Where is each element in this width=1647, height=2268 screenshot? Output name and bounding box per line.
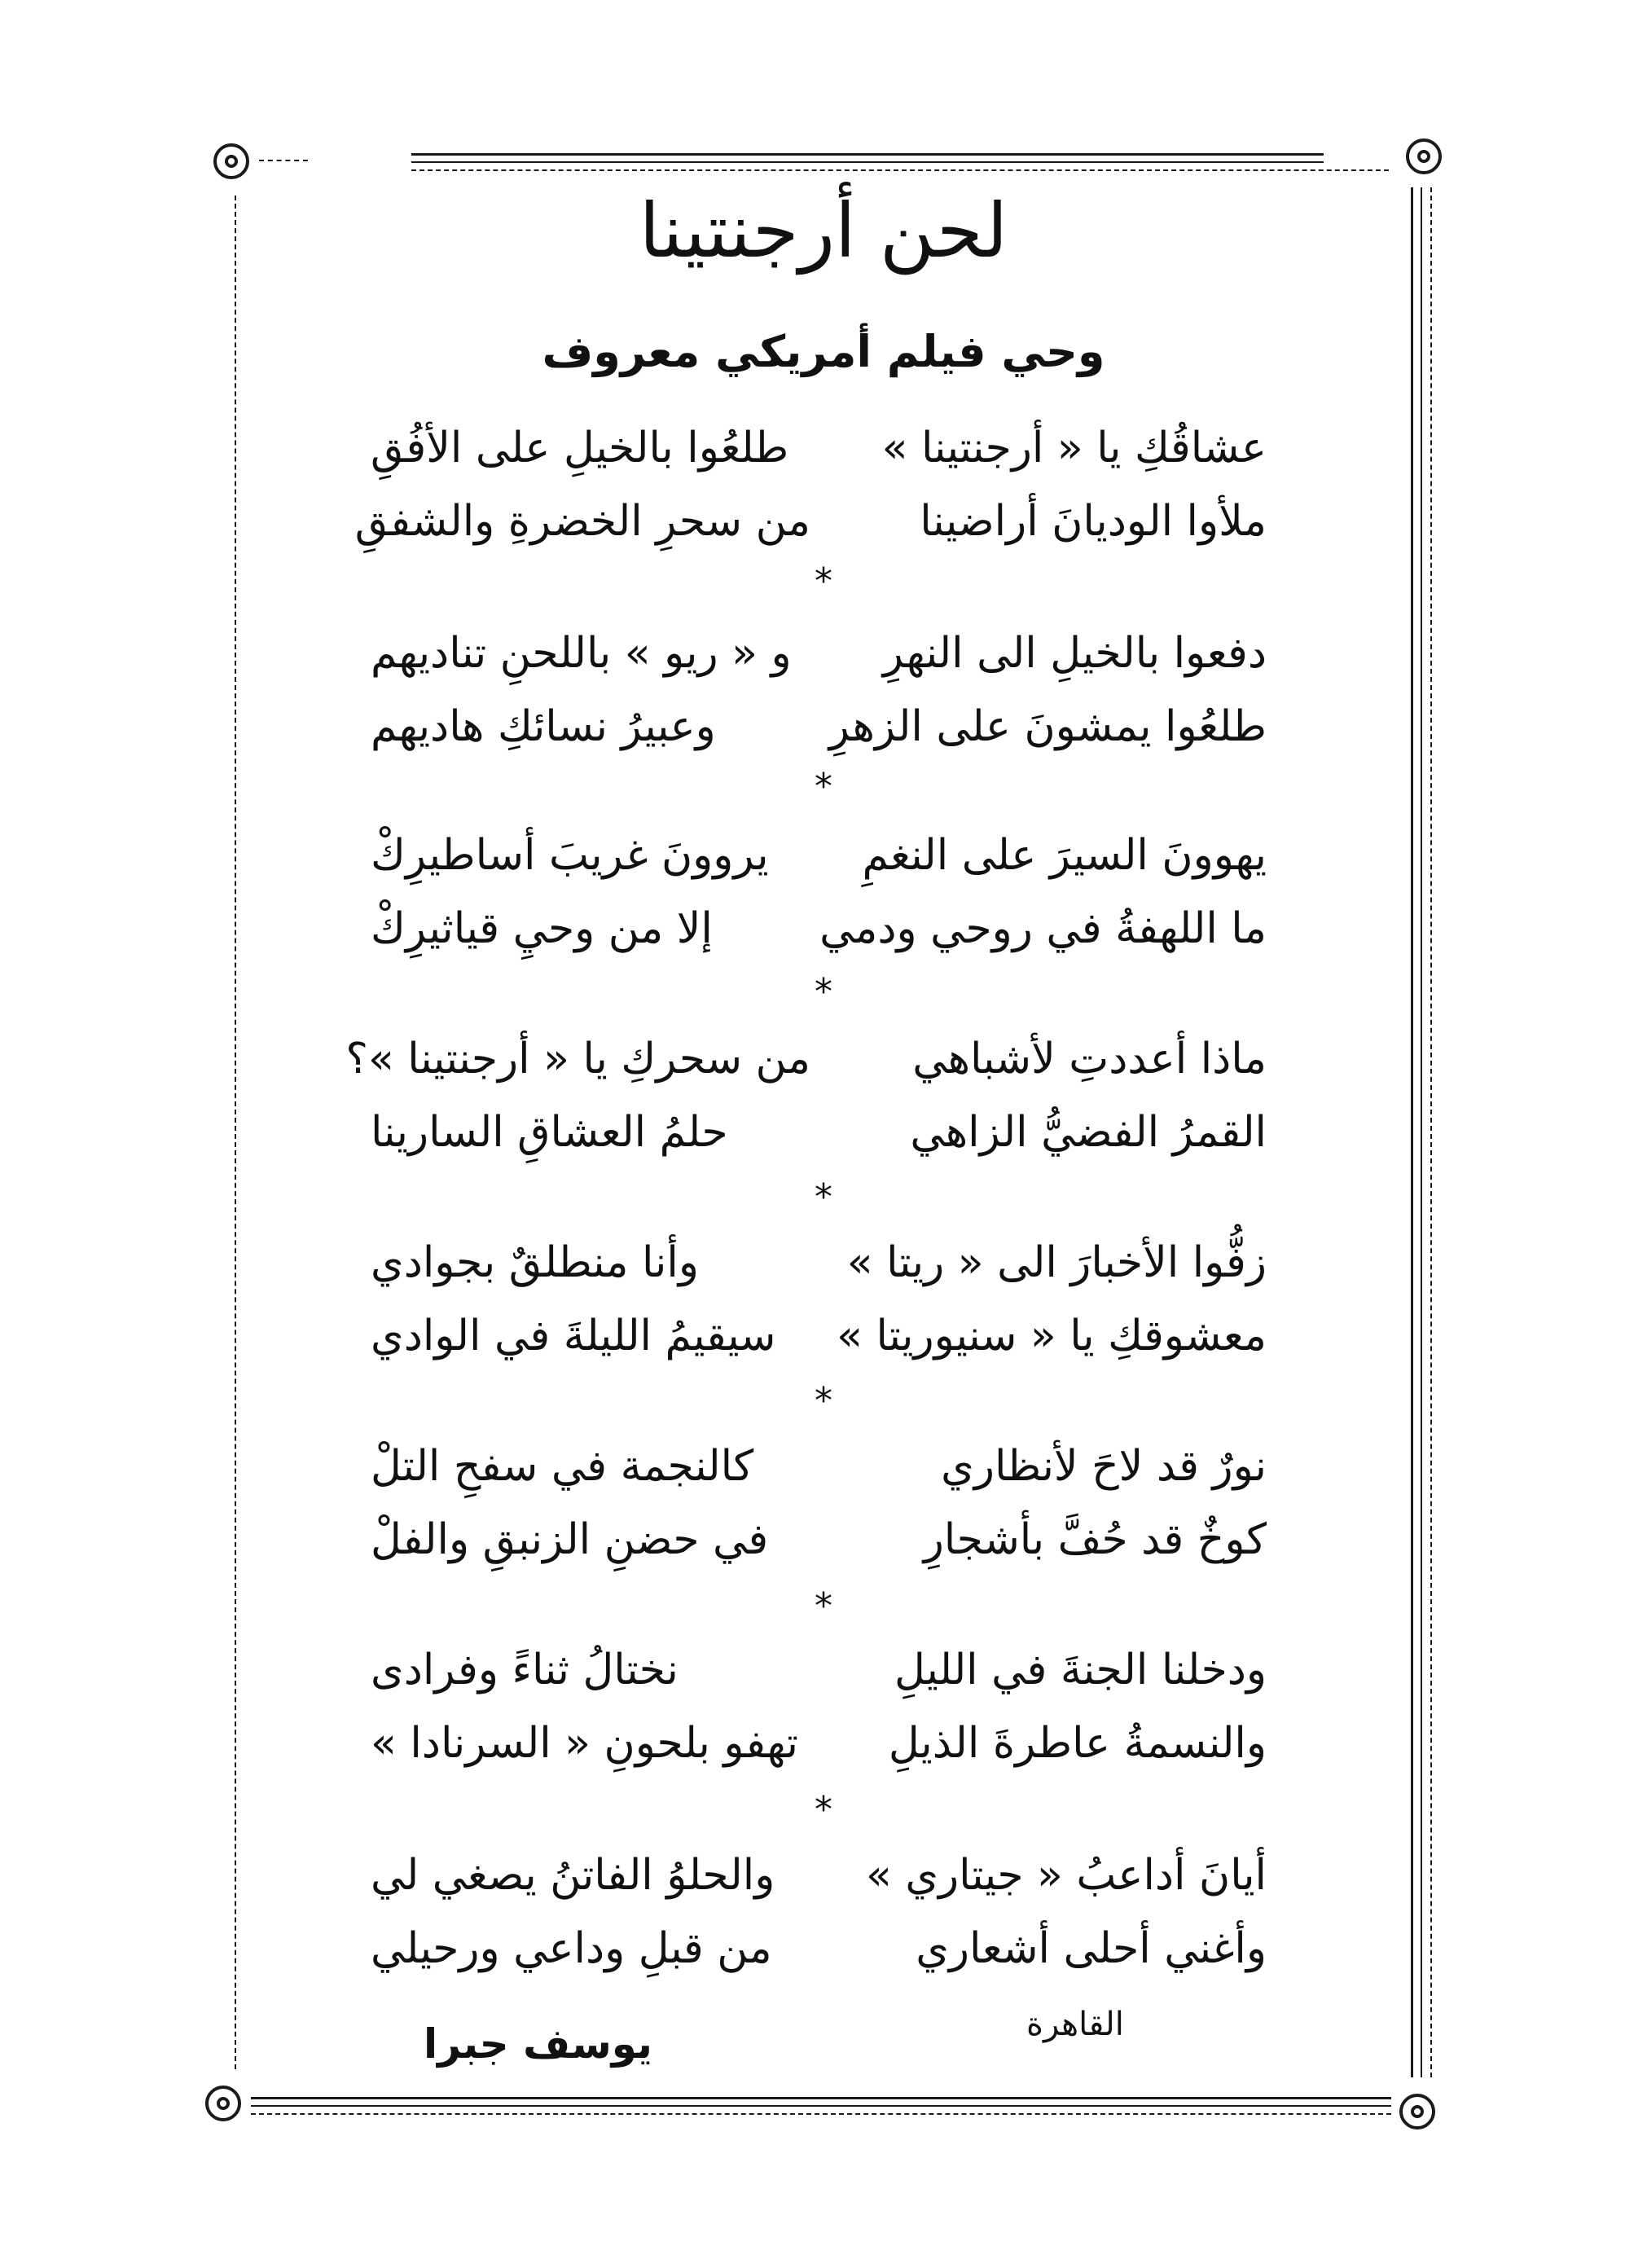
verse-hemistich-right: والنسمةُ عاطرةَ الذيلِ (888, 1719, 1267, 1768)
verse-hemistich-right: زفُّوا الأخبارَ الى « ريتا » (846, 1238, 1267, 1287)
verse-hemistich-left: إلا من وحيِ قياثيرِكْ (371, 904, 713, 953)
frame-top-dashed (259, 160, 308, 161)
verse-line (371, 1646, 1267, 1719)
stanza-separator: * (815, 1585, 832, 1627)
verse-line (371, 1108, 1267, 1181)
verse-line (371, 629, 1267, 702)
verse-line (354, 497, 1267, 570)
page-subtitle: وحي فيلم أمريكي معروف (542, 326, 1105, 377)
verse-line (371, 1442, 1267, 1515)
stanza-separator: * (815, 971, 832, 1013)
verse-hemistich-left: تهفو بلحونِ « السرنادا » (371, 1719, 798, 1768)
stanza-separator: * (815, 1380, 832, 1422)
frame-top-line-3 (411, 169, 1389, 171)
verse-hemistich-right: وأغني أحلى أشعاري (916, 1924, 1267, 1973)
frame-top-line-2 (411, 161, 1324, 163)
frame-bottom-line-2 (251, 2105, 1391, 2107)
stanza-separator: * (815, 560, 832, 602)
verse-hemistich-right: معشوقكِ يا « سنيوريتا » (837, 1312, 1267, 1360)
corner-ornament-bottom-left-icon (205, 2086, 241, 2121)
corner-ornament-top-left-icon (213, 143, 249, 179)
verse-hemistich-left: من سحركِ يا « أرجنتينا »؟ (345, 1035, 810, 1083)
verse-line (371, 1312, 1267, 1385)
corner-ornament-bottom-right-icon (1399, 2094, 1435, 2130)
place-label: القاهرة (1026, 2006, 1124, 2043)
stanza-separator: * (815, 1789, 832, 1831)
stanza-separator: * (815, 1176, 832, 1218)
verse-hemistich-left: من سحرِ الخضرةِ والشفقِ (354, 497, 810, 546)
verse-line (371, 831, 1267, 904)
verse-hemistich-left: طلعُوا بالخيلِ على الأفُقِ (371, 424, 789, 472)
frame-bottom-line-1 (251, 2097, 1391, 2099)
corner-ornament-top-right-icon (1406, 138, 1442, 174)
verse-line (371, 702, 1267, 776)
verse-hemistich-right: القمرُ الفضيُّ الزاهي (910, 1108, 1267, 1157)
author-name: يوسف جبرا (424, 2020, 652, 2068)
verse-hemistich-left: كالنجمة في سفحِ التلْ (371, 1442, 754, 1491)
page-title: لحن أرجنتينا (639, 187, 1008, 275)
verse-line (345, 1035, 1267, 1108)
verse-line (371, 1851, 1267, 1924)
frame-top-line-1 (411, 153, 1324, 156)
verse-hemistich-right: دفعوا بالخيلِ الى النهرِ (882, 629, 1267, 678)
verse-hemistich-left: سيقيمُ الليلةَ في الوادي (371, 1312, 776, 1360)
verse-hemistich-left: وعبيرُ نسائكِ هاديهم (371, 702, 716, 751)
verse-line (371, 904, 1267, 978)
verse-hemistich-left: من قبلِ وداعي ورحيلي (371, 1924, 772, 1973)
verse-hemistich-right: ملأوا الوديانَ أراضينا (920, 497, 1267, 546)
verse-hemistich-right: يهوونَ السيرَ على النغمِ (862, 831, 1267, 880)
verse-hemistich-right: ودخلنا الجنةَ في الليلِ (894, 1646, 1267, 1694)
verse-hemistich-right: نورٌ قد لاحَ لأنظاري (941, 1442, 1267, 1491)
frame-bottom-line-3 (251, 2113, 1391, 2115)
stanza-separator: * (815, 766, 832, 807)
verse-hemistich-left: حلمُ العشاقِ السارينا (371, 1108, 728, 1157)
verse-line (371, 1924, 1267, 1998)
verse-hemistich-left: و « ريو » باللحنِ تناديهم (371, 629, 792, 678)
verse-hemistich-right: طلعُوا يمشونَ على الزهرِ (828, 702, 1267, 751)
verse-line (371, 1719, 1267, 1792)
verse-hemistich-right: كوخٌ قد حُفَّ بأشجارِ (923, 1515, 1267, 1564)
verse-line (371, 424, 1267, 497)
verse-hemistich-right: ما اللهفةُ في روحي ودمي (819, 904, 1267, 953)
verse-line (371, 1238, 1267, 1312)
verse-hemistich-left: نختالُ ثناءً وفرادى (371, 1646, 679, 1694)
verse-hemistich-right: عشاقُكِ يا « أرجنتينا » (881, 424, 1267, 472)
verse-hemistich-left: والحلوُ الفاتنُ يصغي لي (371, 1851, 775, 1900)
verse-hemistich-right: ماذا أعددتِ لأشباهي (912, 1035, 1267, 1083)
verse-hemistich-left: في حضنِ الزنبقِ والفلْ (371, 1515, 769, 1564)
frame-left-dashed (235, 196, 236, 2069)
verse-hemistich-left: يروونَ غريبَ أساطيرِكْ (371, 831, 769, 880)
verse-line (371, 1515, 1267, 1589)
verse-hemistich-right: أيانَ أداعبُ « جيتاري » (865, 1851, 1267, 1900)
verse-hemistich-left: وأنا منطلقٌ بجوادي (371, 1238, 699, 1287)
